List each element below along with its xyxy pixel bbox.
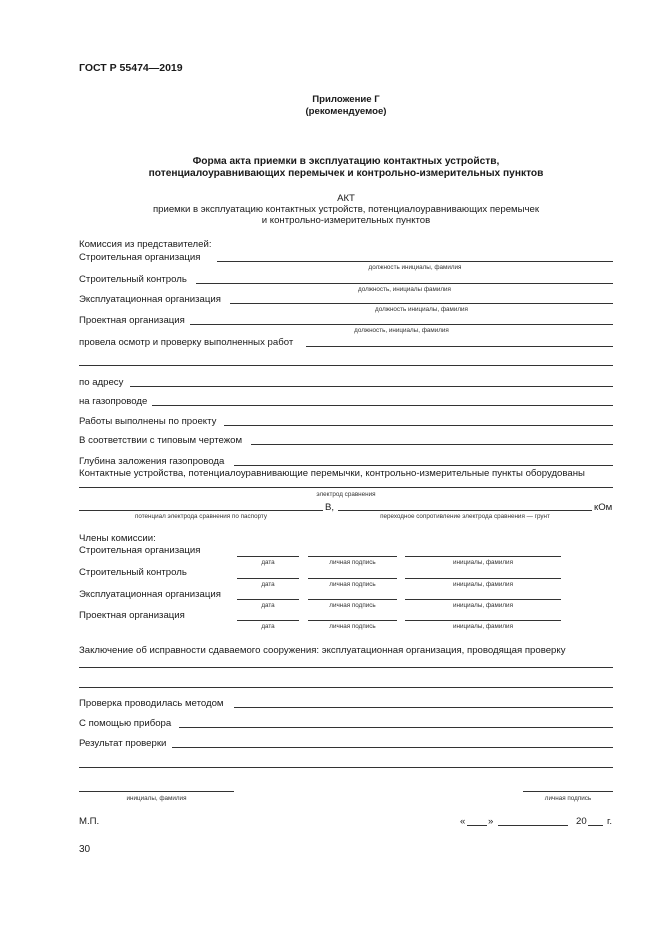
- commission-row-label: Проектная организация: [79, 315, 185, 326]
- members-title: Члены комиссии:: [79, 533, 156, 544]
- commission-row-label: Строительная организация: [79, 252, 201, 263]
- member-date-line[interactable]: [237, 599, 299, 600]
- member-date-line[interactable]: [237, 556, 299, 557]
- standard-field-line[interactable]: [251, 444, 613, 445]
- standard-label: В соответствии с типовым чертежом: [79, 435, 243, 446]
- method-field-line[interactable]: [234, 707, 613, 708]
- appendix-subtitle: (рекомендуемое): [305, 106, 387, 117]
- year-field-line[interactable]: [588, 825, 603, 826]
- member-date-line[interactable]: [237, 578, 299, 579]
- member-row-label: Строительная организация: [79, 545, 201, 556]
- member-row-label: Эксплуатационная организация: [79, 589, 221, 600]
- pipeline-label: на газопроводе: [79, 396, 148, 407]
- signature-name-caption: инициалы, фамилия: [126, 795, 187, 802]
- year-prefix: 20: [576, 816, 587, 827]
- commission-field-line[interactable]: [217, 261, 613, 262]
- commission-row-label: Строительный контроль: [79, 274, 187, 285]
- act-title: АКТ: [337, 193, 355, 204]
- date-open-quote: «: [460, 816, 466, 827]
- resistance-caption: переходное сопротивление электрода сравнения — грунт: [380, 513, 550, 520]
- pipeline-field-line[interactable]: [152, 405, 613, 406]
- member-date-caption: дата: [261, 559, 275, 566]
- signature-sign-line[interactable]: [523, 791, 613, 792]
- devices-label: Контактные устройства, потенциалоуравнивающие перемычки, контрольно-измерительные пункты оборудованы: [79, 468, 585, 479]
- page-number: 30: [79, 844, 91, 855]
- member-date-caption: дата: [261, 623, 275, 630]
- result-field-line[interactable]: [172, 747, 613, 748]
- year-suffix: г.: [607, 816, 612, 827]
- member-signature-line[interactable]: [308, 620, 397, 621]
- commission-field-line[interactable]: [196, 283, 613, 284]
- project-field-line[interactable]: [224, 425, 613, 426]
- member-name-line[interactable]: [405, 556, 561, 557]
- depth-field-line[interactable]: [234, 465, 613, 466]
- appendix-title: Приложение Г: [312, 94, 380, 105]
- member-signature-caption: личная подпись: [329, 602, 376, 609]
- potential-field-line[interactable]: [79, 510, 323, 511]
- volt-unit: В,: [325, 502, 335, 513]
- member-signature-line[interactable]: [308, 599, 397, 600]
- potential-caption: потенциал электрода сравнения по паспорту: [134, 513, 268, 520]
- member-row-label: Проектная организация: [79, 610, 185, 621]
- member-name-caption: инициалы, фамилия: [453, 602, 513, 609]
- member-name-caption: инициалы, фамилия: [453, 623, 513, 630]
- day-field-line[interactable]: [467, 825, 487, 826]
- doc-code: ГОСТ Р 55474—2019: [79, 62, 183, 74]
- inspection-field-line[interactable]: [306, 346, 613, 347]
- device-field-line[interactable]: [179, 727, 613, 728]
- act-subtitle-line2: и контрольно-измерительных пунктов: [261, 215, 431, 226]
- commission-row-label: Эксплуатационная организация: [79, 294, 221, 305]
- member-date-caption: дата: [261, 581, 275, 588]
- stamp-label: М.П.: [79, 816, 100, 827]
- address-field-line[interactable]: [130, 386, 613, 387]
- member-row-label: Строительный контроль: [79, 567, 187, 578]
- member-name-line[interactable]: [405, 578, 561, 579]
- commission-field-line[interactable]: [230, 303, 613, 304]
- member-signature-line[interactable]: [308, 578, 397, 579]
- method-label: Проверка проводилась методом: [79, 698, 224, 709]
- project-label: Работы выполнены по проекту: [79, 416, 217, 427]
- commission-row-caption: должность инициалы, фамилия: [368, 264, 462, 271]
- member-signature-line[interactable]: [308, 556, 397, 557]
- device-label: С помощью прибора: [79, 718, 172, 729]
- depth-label: Глубина заложения газопровода: [79, 456, 225, 467]
- member-name-caption: инициалы, фамилия: [453, 559, 513, 566]
- devices-field-line[interactable]: [79, 487, 613, 488]
- member-date-line[interactable]: [237, 620, 299, 621]
- commission-field-line[interactable]: [190, 324, 613, 325]
- conclusion-text: Заключение об исправности сдаваемого сооружения: эксплуатационная организация, проводящая проверку: [79, 645, 566, 656]
- address-label: по адресу: [79, 377, 124, 388]
- member-signature-caption: личная подпись: [329, 581, 376, 588]
- form-title-line1: Форма акта приемки в эксплуатацию контактных устройств,: [192, 156, 500, 167]
- form-title-line2: потенциалоуравнивающих перемычек и контрольно-измерительных пунктов: [148, 168, 544, 179]
- month-field-line[interactable]: [498, 825, 568, 826]
- member-name-line[interactable]: [405, 599, 561, 600]
- inspection-label: провела осмотр и проверку выполненных работ: [79, 337, 294, 348]
- member-name-caption: инициалы, фамилия: [453, 581, 513, 588]
- conclusion-line[interactable]: [79, 667, 613, 668]
- kohm-unit: кОм: [594, 502, 613, 513]
- member-signature-caption: личная подпись: [329, 623, 376, 630]
- member-signature-caption: личная подпись: [329, 559, 376, 566]
- result-label: Результат проверки: [79, 738, 167, 749]
- commission-row-caption: должность, инициалы фамилия: [358, 286, 451, 293]
- resistance-field-line[interactable]: [338, 510, 592, 511]
- member-date-caption: дата: [261, 602, 275, 609]
- electrode-caption: электрод сравнения: [316, 491, 376, 498]
- signature-name-line[interactable]: [79, 791, 234, 792]
- commission-row-caption: должность, инициалы, фамилия: [354, 327, 449, 334]
- commission-intro: Комиссия из представителей:: [79, 239, 212, 250]
- result-extra-line[interactable]: [79, 767, 613, 768]
- inspection-extra-line[interactable]: [79, 365, 613, 366]
- act-subtitle-line1: приемки в эксплуатацию контактных устройств, потенциалоуравнивающих перемычек: [152, 204, 540, 215]
- commission-row-caption: должность инициалы, фамилия: [375, 306, 468, 313]
- signature-sign-caption: личная подпись: [544, 795, 592, 802]
- member-name-line[interactable]: [405, 620, 561, 621]
- conclusion-line[interactable]: [79, 687, 613, 688]
- date-close-quote: »: [488, 816, 494, 827]
